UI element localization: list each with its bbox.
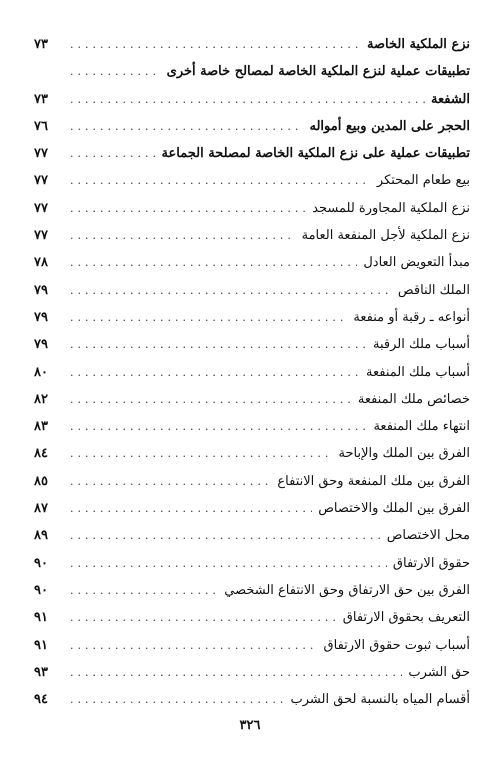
toc-entry [34,522,470,549]
toc-entry-page: ٧٧ [34,200,48,216]
page-number: ٣٢٦ [239,718,261,733]
dot-leader [70,331,367,358]
toc-entry-page: ٨٠ [34,364,48,380]
toc-entry-page: ٨٣ [34,419,48,435]
toc-entry-title: مبدأ التعويض العادل [363,255,470,271]
toc-entry-title: الفرق بين الملك والاختصاص [318,501,470,517]
toc-entry-page: ٨٩ [34,528,48,544]
toc-entry-title: أسباب ملك المنفعة [366,364,470,380]
toc-entry-title: بيع طعام المحتكر [376,173,470,189]
dot-leader [70,413,367,440]
toc-entry-title: الفرق بين حق الارتفاق وحق الانتفاع الشخصي [224,582,470,598]
toc-entry-title: نزع الملكية لأجل المنفعة العامة [301,228,470,244]
toc-entry [34,249,470,276]
dot-leader [70,577,218,604]
toc-entry-page: ٧٩ [34,309,48,325]
toc-entry-page: ٩١ [34,637,48,653]
toc-entry-page: ٨٤ [34,446,48,462]
toc-entry [34,222,470,249]
dot-leader [70,277,392,304]
toc-entry-title: الفرق بين الملك والإباحة [338,446,470,462]
dot-leader [70,58,161,85]
dot-leader [70,31,361,58]
dot-leader [70,113,303,140]
toc-entry-page: ٧٨ [34,255,48,271]
toc-entry [34,58,470,85]
toc-entry [34,140,470,167]
toc-entry [34,495,470,522]
toc-entry [34,304,470,331]
toc-entry-page: ٧٩ [34,337,48,353]
dot-leader [70,495,312,522]
toc-entry-page: ٨٧ [34,501,48,517]
toc-entry [34,577,470,604]
toc-entry [34,440,470,467]
toc-entry-title: نزع الملكية المجاورة للمسجد [312,200,470,216]
toc-entry-title: الشفعة [431,91,470,107]
toc-entry-page: ٩٠ [34,555,48,571]
dot-leader [70,249,357,276]
toc-entry [34,167,470,194]
dot-leader [70,604,337,631]
toc-entry [34,195,470,222]
toc-entry-title: أقسام المياه بالنسبة لحق الشرب [290,692,470,708]
toc-entry [34,468,470,495]
toc-entry-page: ٨٥ [34,473,48,489]
toc-entry [34,277,470,304]
toc-entry-title: الفرق بين ملك المنفعة وحق الانتفاع [277,473,470,489]
toc-entry-page: ٧٣ [34,37,48,52]
toc-entry-title: تطبيقات عملية لنزع الملكية الخاصة لمصالح خاصة أخرى [166,64,470,80]
dot-leader [70,386,352,413]
dot-leader [70,440,333,467]
toc-entry [34,659,470,686]
toc-entry-page: ٧٦ [34,118,48,134]
toc-entry-page: ٧٧ [34,146,48,162]
toc-entry-title: الملك الناقص [397,282,470,298]
dot-leader [70,659,402,686]
toc-entry-title: أسباب ملك الرقبة [373,337,470,353]
toc-entry-title: محل الاختصاص [386,528,470,544]
toc-entry [34,331,470,358]
toc-entry [34,386,470,413]
toc-entry-title: حقوق الارتفاق [392,555,470,571]
table-of-contents [34,31,470,713]
toc-entry [34,31,470,58]
toc-entry-page: ٧٧ [34,173,48,189]
dot-leader [70,522,381,549]
toc-entry-title: التعريف بحقوق الارتفاق [342,610,470,626]
toc-entry [34,413,470,440]
toc-entry-title: الحجر على المدين وبيع أمواله [309,118,470,134]
toc-entry [34,113,470,140]
toc-entry-page: ٩٠ [34,582,48,598]
toc-entry [34,550,470,577]
dot-leader [70,86,425,113]
dot-leader [70,550,387,577]
toc-entry [34,86,470,113]
dot-leader [70,632,318,659]
toc-entry-page: ٩٣ [34,664,48,680]
toc-entry-title: تطبيقات عملية على نزع الملكية الخاصة لمصلحة الجماعة [161,146,470,162]
toc-entry-page: ٧٧ [34,228,48,244]
toc-entry-title: أنواعه ـ رقبة أو منفعة [353,309,470,325]
toc-entry [34,359,470,386]
toc-entry [34,632,470,659]
dot-leader [70,167,371,194]
toc-entry [34,686,470,713]
dot-leader [70,686,285,713]
toc-entry-page: ٩١ [34,610,48,626]
dot-leader [70,359,360,386]
toc-entry-title: حق الشرب [408,664,470,680]
toc-entry-page: ٧٩ [34,282,48,298]
dot-leader [70,304,347,331]
dot-leader [70,222,296,249]
toc-entry-title: انتهاء ملك المنفعة [373,419,470,435]
toc-entry-page: ٧٣ [34,91,48,107]
toc-entry [34,604,470,631]
dot-leader [70,195,306,222]
dot-leader [70,140,156,167]
toc-entry-title: خصائص ملك المنفعة [357,391,470,407]
toc-entry-title: أسباب ثبوت حقوق الارتفاق [323,637,470,653]
toc-entry-page: ٩٤ [34,692,48,708]
toc-entry-page: ٨٢ [34,391,48,407]
dot-leader [70,468,271,495]
toc-entry-title: نزع الملكية الخاصة [367,37,470,52]
